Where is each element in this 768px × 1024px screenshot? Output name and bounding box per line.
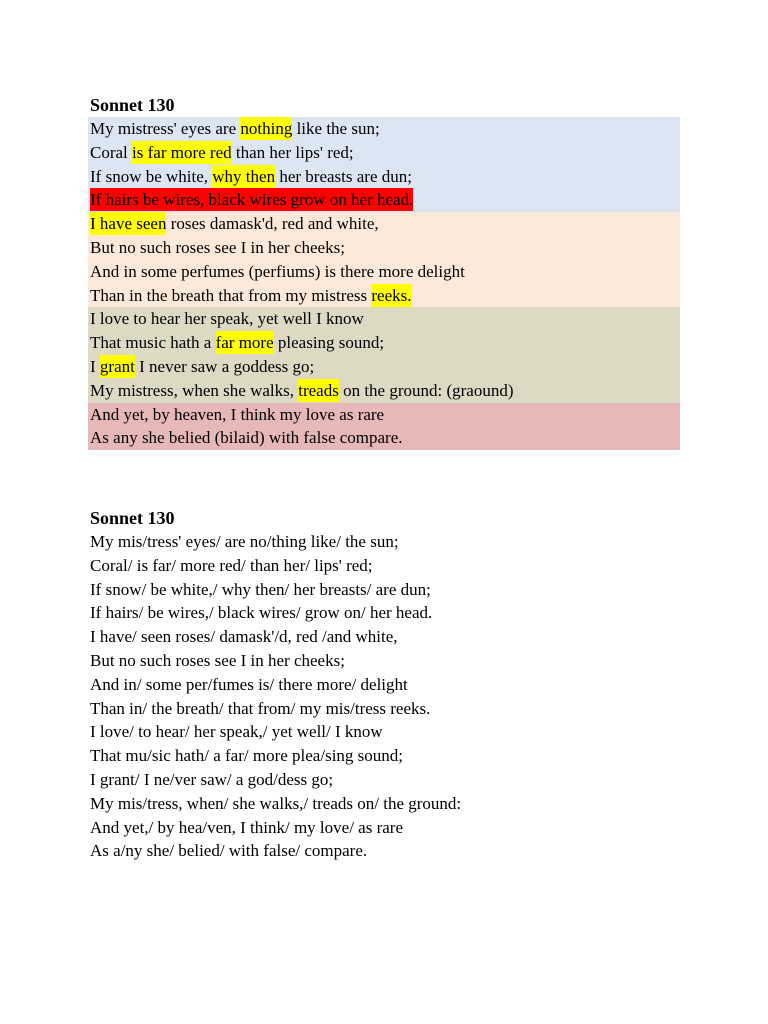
line-text: And yet, by heaven, I think my love as rare <box>90 404 385 424</box>
poem-line <box>88 403 680 427</box>
highlighted-phrase: far more <box>215 333 274 353</box>
scansion-line: My mis/tress' eyes/ are no/thing like/ the sun; <box>90 532 399 551</box>
scansion-line: And in/ some per/fumes is/ there more/ delight <box>90 674 408 694</box>
line-text: like the sun; <box>292 119 380 138</box>
scansion-line: I grant/ I ne/ver saw/ a god/dess go; <box>90 769 334 789</box>
stanza-block <box>88 403 680 451</box>
stanza-block <box>88 212 680 307</box>
line-text: roses damask'd, red and white, <box>166 214 379 234</box>
line-text: And in some perfumes (perfiums) is there more delight <box>90 261 465 281</box>
poem-line <box>88 355 680 379</box>
scansion-line: That mu/sic hath/ a far/ more plea/sing sound; <box>90 746 404 766</box>
stanza-block <box>88 117 680 212</box>
poem-line <box>88 117 680 141</box>
sonnet-title-scansion: Sonnet 130 <box>90 508 175 528</box>
line-text: I never saw a goddess go; <box>134 356 315 376</box>
line-text: I <box>90 356 100 376</box>
scansion-line: My mis/tress, when/ she walks,/ treads on/ the ground: <box>90 793 462 813</box>
line-text: than her lips' red; <box>231 142 354 162</box>
poem-line <box>88 426 680 450</box>
scansion-line: I love/ to hear/ her speak,/ yet well/ I know <box>90 722 383 742</box>
poem-line <box>88 212 680 236</box>
highlighted-phrase: I have seen <box>90 214 167 234</box>
poem-line <box>88 188 680 212</box>
line-text: That music hath a <box>90 333 216 353</box>
poem-line <box>88 165 680 189</box>
annotated-sonnet <box>88 117 680 450</box>
scansion-line: I have/ seen roses/ damask'/d, red /and white, <box>90 627 398 647</box>
poem-line <box>88 331 680 355</box>
poem-line <box>88 260 680 284</box>
stanza-block <box>88 307 680 402</box>
scansion-line: Than in/ the breath/ that from/ my mis/tress reeks. <box>90 698 431 718</box>
line-text: My mistress, when she walks, <box>90 380 299 400</box>
sonnet-title-annotated: Sonnet 130 <box>90 95 175 115</box>
scansion-line: Coral/ is far/ more red/ than her/ lips' red; <box>90 555 373 575</box>
line-text: on the ground: (graound) <box>338 380 514 400</box>
line-text: My mistress' eyes are <box>90 119 241 138</box>
line-text: Coral <box>90 142 133 162</box>
highlighted-phrase: If hairs be wires, black wires grow on her head. <box>90 190 414 210</box>
highlighted-phrase: is far more red <box>132 142 232 162</box>
line-text: Than in the breath that from my mistress <box>90 285 372 305</box>
highlighted-phrase: nothing <box>240 119 293 138</box>
scansion-sonnet <box>90 530 461 863</box>
poem-line <box>88 307 680 331</box>
highlighted-phrase: grant <box>99 356 135 376</box>
scansion-line: If snow/ be white,/ why then/ her breasts/ are dun; <box>90 579 431 599</box>
scansion-line: If hairs/ be wires,/ black wires/ grow on/ her head. <box>90 603 433 623</box>
scansion-line: But no such roses see I in her cheeks; <box>90 650 345 670</box>
scansion-line: And yet,/ by hea/ven, I think/ my love/ as rare <box>90 817 403 837</box>
scansion-line: As a/ny she/ belied/ with false/ compare. <box>90 841 368 861</box>
line-text: As any she belied (bilaid) with false compare. <box>90 428 403 448</box>
highlighted-phrase: treads <box>298 380 339 400</box>
poem-line <box>88 141 680 165</box>
highlighted-phrase: why then <box>212 166 276 186</box>
line-text: But no such roses see I in her cheeks; <box>90 237 345 257</box>
highlighted-phrase: reeks. <box>371 285 412 305</box>
poem-line <box>88 236 680 260</box>
line-text: I love to hear her speak, yet well I know <box>90 309 364 329</box>
line-text: pleasing sound; <box>273 333 385 353</box>
poem-line <box>88 284 680 308</box>
line-text: her breasts are dun; <box>275 166 412 186</box>
line-text: If snow be white, <box>90 166 213 186</box>
poem-line <box>88 379 680 403</box>
